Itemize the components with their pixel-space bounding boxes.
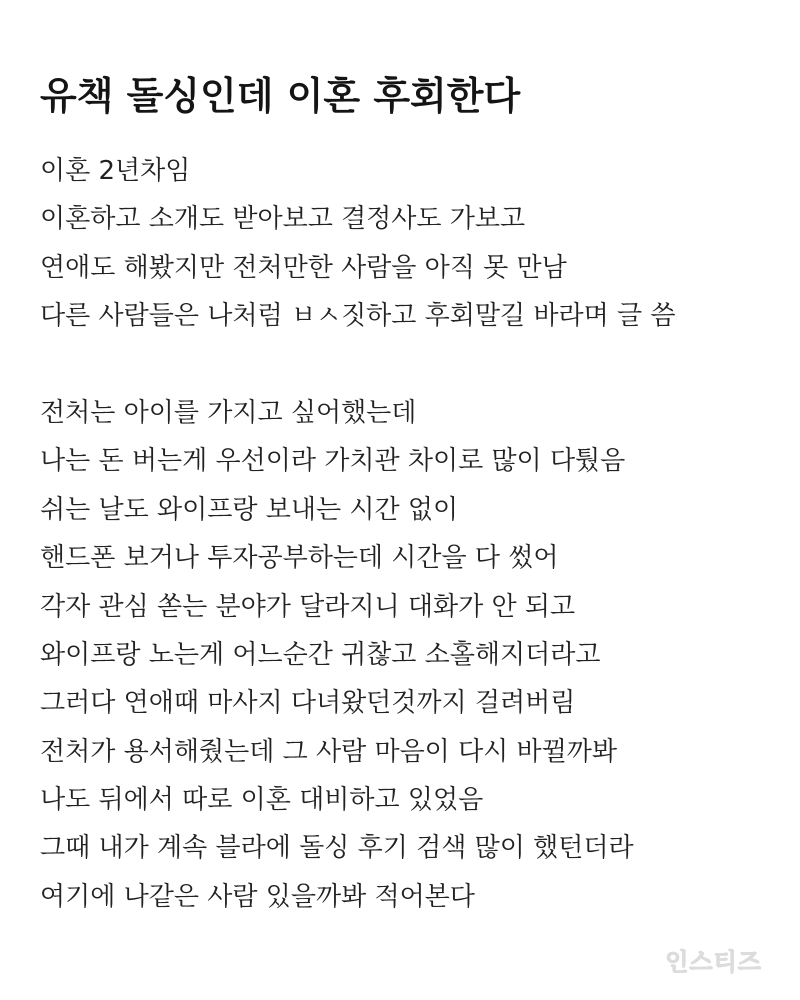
- body-line: 나도 뒤에서 따로 이혼 대비하고 있었음: [40, 785, 484, 816]
- body-line: 나는 돈 버는게 우선이라 가치관 차이로 많이 다퉜음: [40, 446, 626, 477]
- body-line: 핸드폰 보거나 투자공부하는데 시간을 다 썼어: [40, 543, 559, 574]
- body-line: 이혼하고 소개도 받아보고 결정사도 가보고: [40, 204, 526, 235]
- body-line: 여기에 나같은 사람 있을까봐 적어본다: [40, 881, 475, 912]
- body-line: 와이프랑 노는게 어느순간 귀찮고 소홀해지더라고: [40, 639, 601, 670]
- paragraph-break: [40, 341, 780, 389]
- body-line: 전처가 용서해줬는데 그 사람 마음이 다시 바뀔까봐: [40, 736, 618, 767]
- site-watermark: 인스티즈: [665, 948, 762, 976]
- body-line: 연애도 해봤지만 전처만한 사람을 아직 못 만남: [40, 252, 567, 283]
- body-line: 전처는 아이를 가지고 싶어했는데: [40, 397, 417, 428]
- body-line: 쉬는 날도 와이프랑 보내는 시간 없이: [40, 494, 459, 525]
- body-line: 그때 내가 계속 블라에 돌싱 후기 검색 많이 했턴더라: [40, 833, 634, 864]
- body-line: 다른 사람들은 나처럼 ㅂㅅ짓하고 후회말길 바라며 글 씀: [40, 301, 676, 332]
- post-body: [40, 147, 780, 921]
- body-line: 각자 관심 쏟는 분야가 달라지니 대화가 안 되고: [40, 591, 576, 622]
- body-line: 그러다 연애때 마사지 다녀왔던것까지 걸려버림: [40, 688, 576, 719]
- post-title: 유책 돌싱인데 이혼 후회한다: [40, 74, 521, 118]
- body-line: 이혼 2년차임: [40, 156, 191, 186]
